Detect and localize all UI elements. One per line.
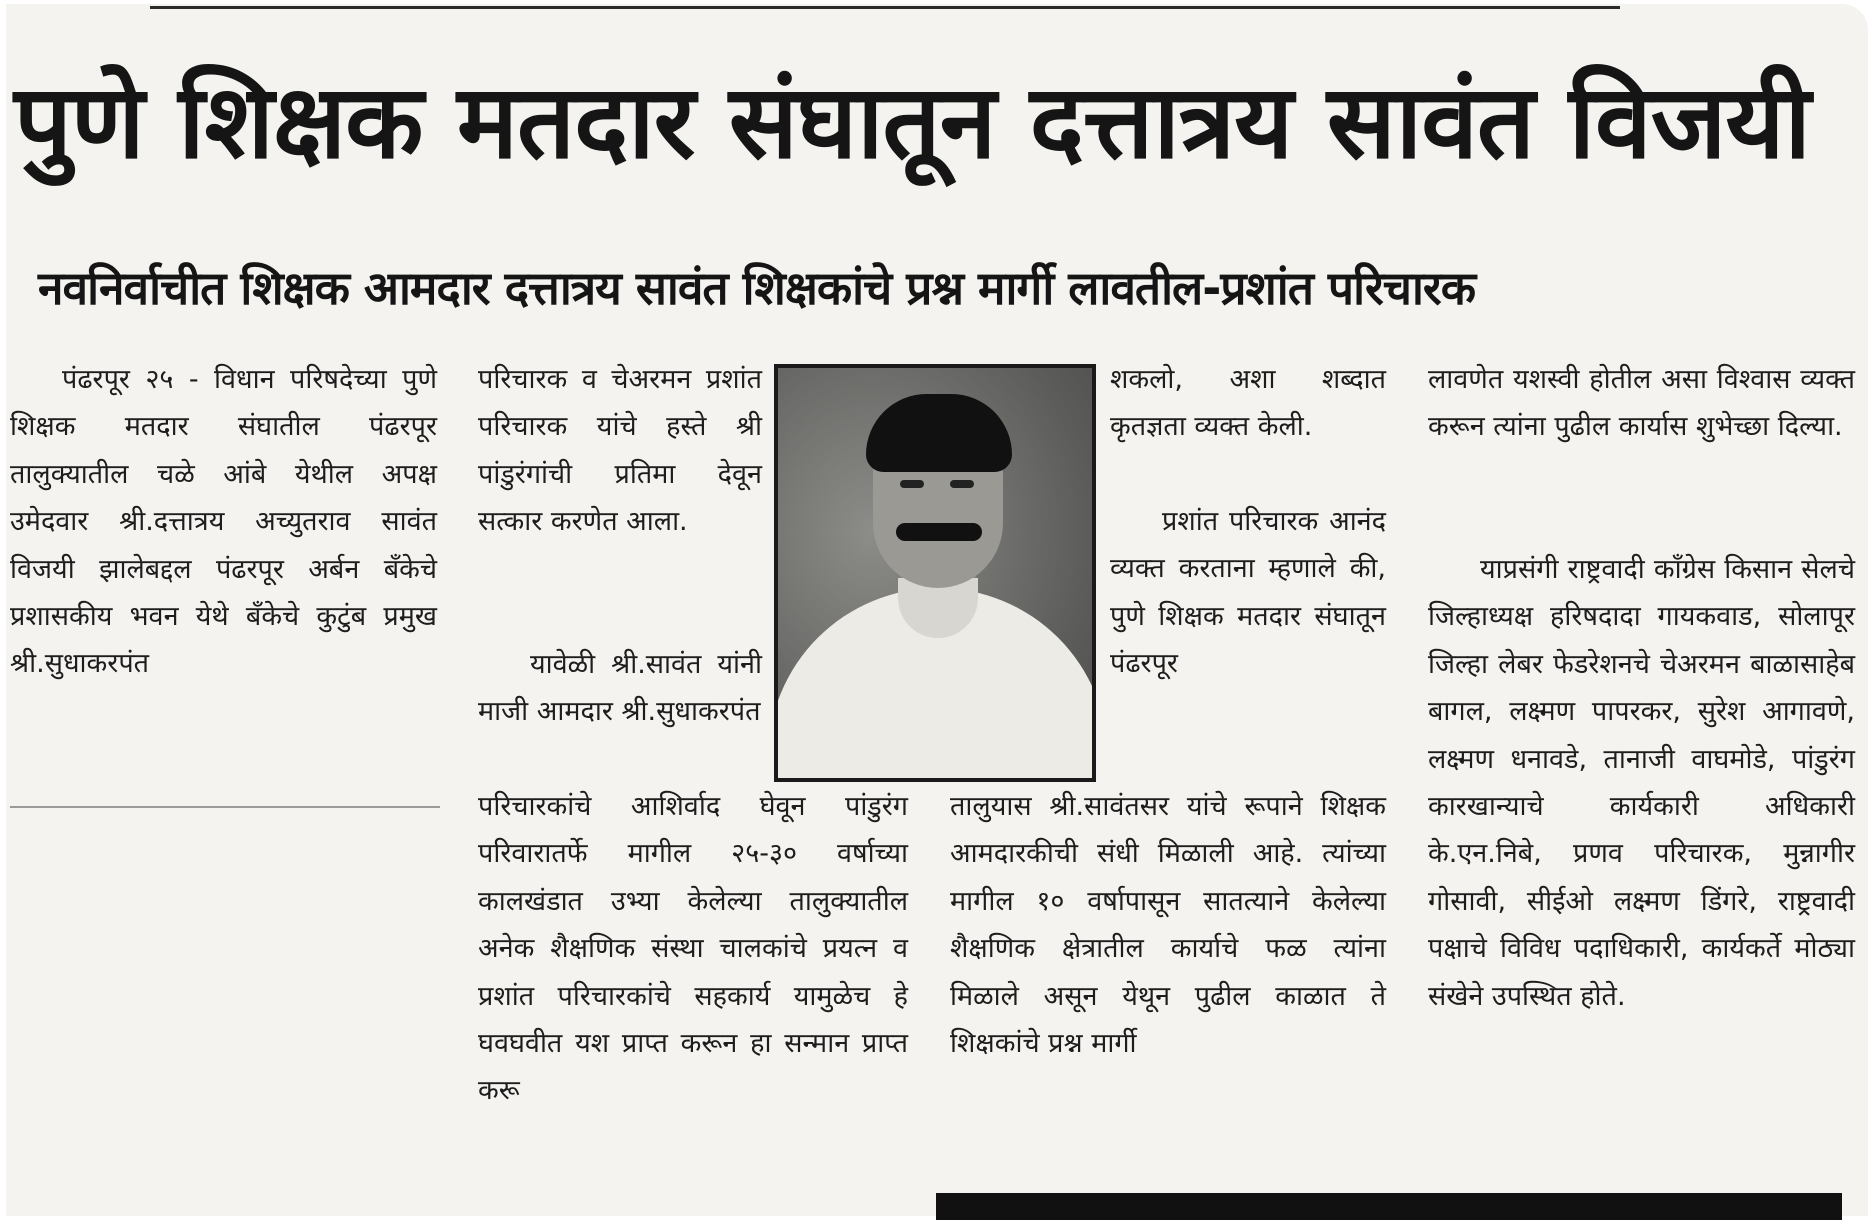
photo-moustache: [896, 523, 982, 541]
next-article-bar: [936, 1193, 1842, 1220]
subheadline: नवनिर्वाचीत शिक्षक आमदार दत्तात्रय सावंत शिक्षकांचे प्रश्न मार्गी लावतील-प्रशांत परिचारक: [38, 261, 1476, 315]
article-paragraph-7: तालुयास श्री.सावंतसर यांचे रूपाने शिक्षक आमदारकीची संधी मिळाली आहे. त्यांच्या मागील १० वर्षापासून सातत्याने केलेल्या शैक्षणिक क्षेत्रातील कार्याचे फळ त्यांना मिळाले असून येथून पुढील काळात ते शिक्षकांचे प्रश्न मार्गी: [950, 791, 1386, 1060]
article-paragraph-3: यावेळी श्री.सावंत यांनी माजी आमदार श्री.सुधाकरपंत: [478, 649, 762, 728]
portrait-photo: [774, 364, 1096, 782]
top-rule: [150, 6, 1620, 9]
photo-eye-right: [950, 480, 974, 488]
article-paragraph-9: याप्रसंगी राष्ट्रवादी काँग्रेस किसान सेलचे जिल्हाध्यक्ष हरिषदादा गायकवाड, सोलापूर जिल्हा लेबर फेडरेशनचे चेअरमन बाळासाहेब बागल, लक्ष्मण पापरकर, सुरेश आगावणे, लक्ष्मण धनावडे, तानाजी वाघमोडे, पांडुरंग कारखान्याचे कार्यकारी अधिकारी के.एन.निबे, प्रणव परिचारक, मुन्नागीर गोसावी, सीईओ लक्ष्मण डिंगरे, राष्ट्रवादी पक्षाचे विविध पदाधिकारी, कार्यकर्ते मोठ्या संखेने उपस्थित होते.: [1428, 554, 1855, 1012]
article-paragraph-5: शकलो, अशा शब्दात कृतज्ञता व्यक्त केली.: [1110, 364, 1386, 443]
article-paragraph-1: पंढरपूर २५ - विधान परिषदेच्या पुणे शिक्षक मतदार संघातील पंढरपूर तालुक्यातील चळे आंबे येथील अपक्ष उमेदवार श्री.दत्तात्रय अच्युतराव सावंत विजयी झालेबद्दल पंढरपूर अर्बन बँकेचे प्रशासकीय भवन येथे बँकेचे कुटुंब प्रमुख श्री.सुधाकरपंत: [10, 364, 437, 680]
column-rule: [10, 806, 440, 808]
photo-eye-left: [900, 480, 924, 488]
headline: पुणे शिक्षक मतदार संघातून दत्तात्रय सावंत विजयी: [14, 63, 1810, 182]
article-paragraph-4: परिचारकांचे आशिर्वाद घेवून पांडुरंग परिवारातर्फे मागील २५-३० वर्षाच्या कालखंडात उभ्या केलेल्या तालुक्यातील अनेक शैक्षणिक संस्था चालकांचे प्रयत्न व प्रशांत परिचारकांचे सहकार्य यामुळेच हे घवघवीत यश प्राप्त करून हा सन्मान प्राप्त करू: [478, 791, 908, 1107]
article-paragraph-6: प्रशांत परिचारक आनंद व्यक्त करताना म्हणाले की, पुणे शिक्षक मतदार संघातून पंढरपूर: [1110, 506, 1386, 680]
article-paragraph-2: परिचारक व चेअरमन प्रशांत परिचारक यांचे हस्ते श्री पांडुरंगांची प्रतिमा देवून सत्कार करणेत आला.: [478, 364, 762, 538]
article-paragraph-8: लावणेत यशस्वी होतील असा विश्वास व्यक्त करून त्यांना पुढील कार्यास शुभेच्छा दिल्या.: [1428, 364, 1855, 443]
